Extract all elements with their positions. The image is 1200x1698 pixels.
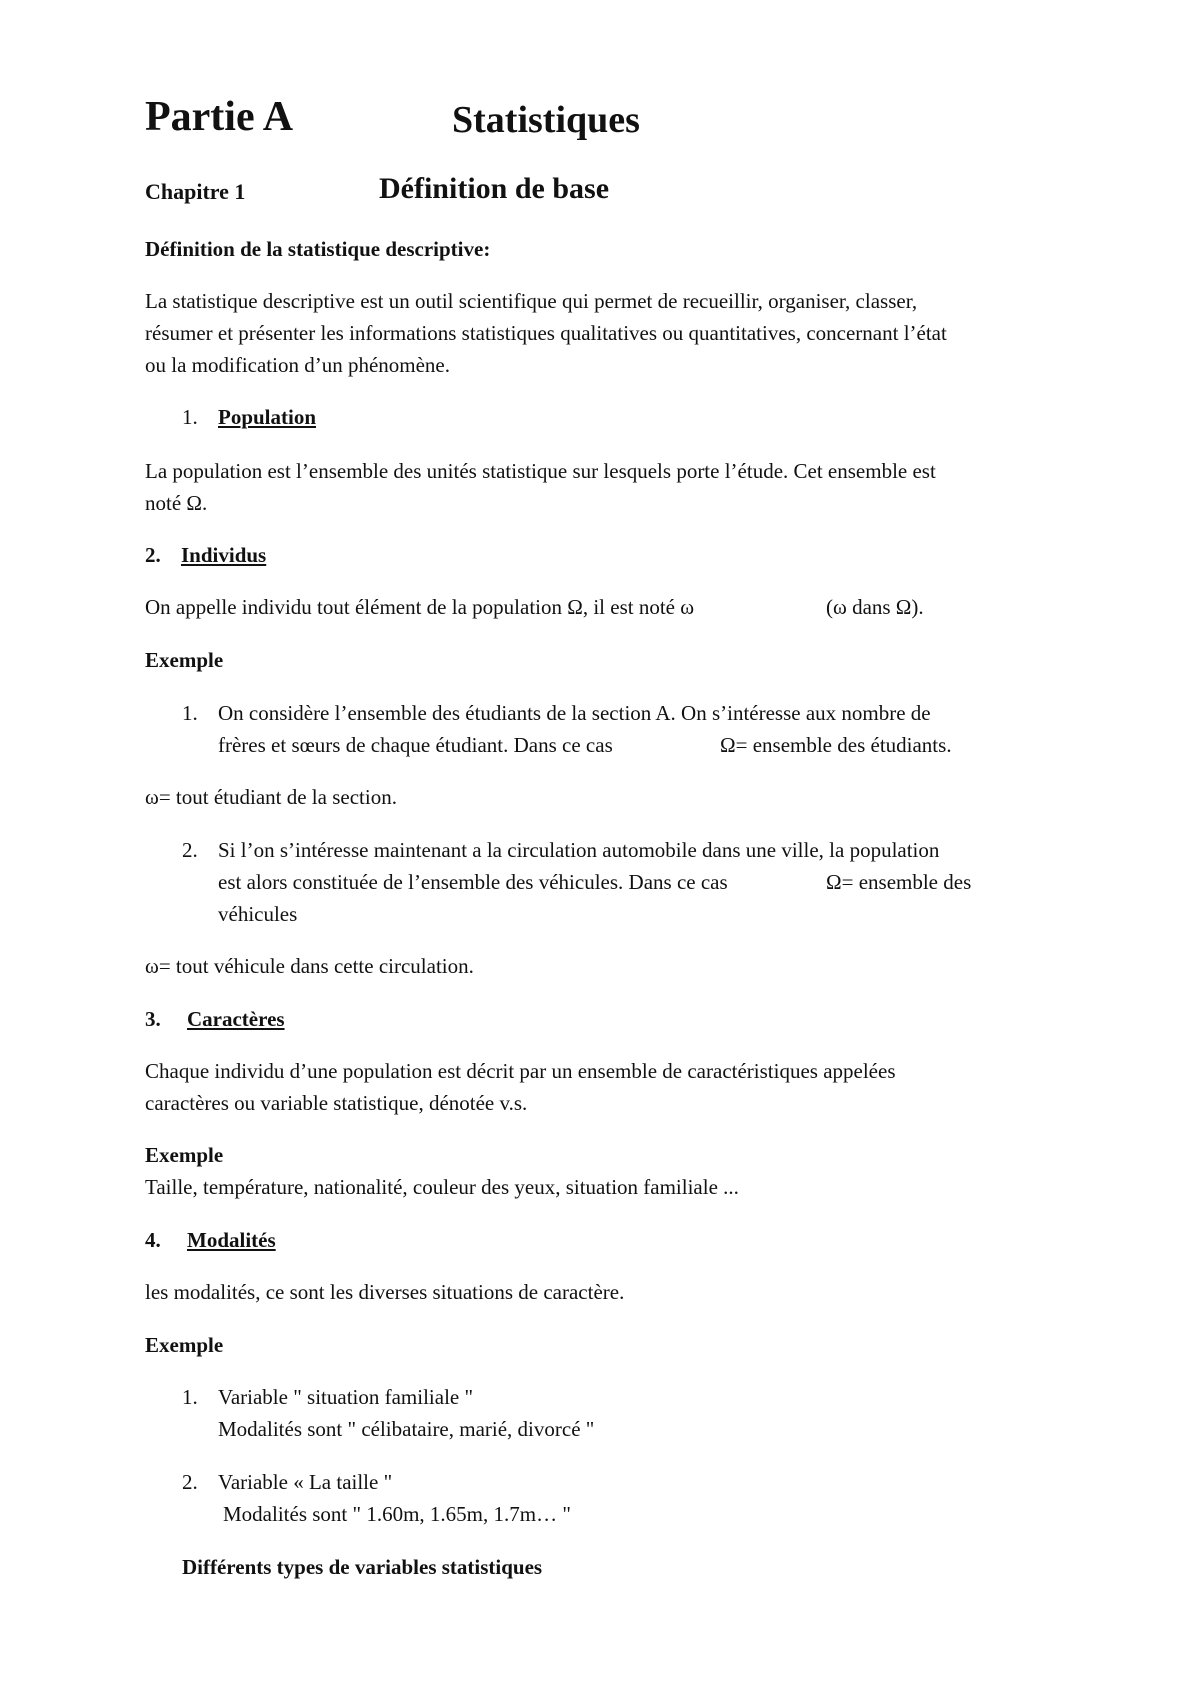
part-label: Partie A xyxy=(145,94,294,140)
chapter-title: Définition de base xyxy=(379,172,610,205)
list-item-text: Ω= ensemble des étudiants. xyxy=(720,733,952,757)
individus-number: 2. xyxy=(145,543,161,567)
caracteres-line: Chaque individu d’une population est décrit par un ensemble de caractéristiques appelées xyxy=(145,1059,896,1083)
definition-line: résumer et présenter les informations statistiques qualitatives ou quantitatives, concernant l’état xyxy=(145,321,947,345)
list-item-text: Modalités sont " célibataire, marié, divorcé " xyxy=(218,1417,595,1441)
population-line: noté Ω. xyxy=(145,491,208,515)
individus-line: On appelle individu tout élément de la population Ω, il est noté ω xyxy=(145,595,695,619)
omega-line: ω= tout véhicule dans cette circulation. xyxy=(145,954,474,978)
list-item-text: Si l’on s’intéresse maintenant a la circulation automobile dans une ville, la population xyxy=(218,838,940,862)
list-item-number: 2. xyxy=(182,1470,198,1494)
population-heading: Population xyxy=(218,405,317,429)
definition-line: La statistique descriptive est un outil scientifique qui permet de recueillir, organiser, classer, xyxy=(145,289,918,313)
list-item-text: Variable « La taille " xyxy=(218,1470,393,1494)
types-heading: Différents types de variables statistiques xyxy=(182,1555,543,1579)
individus-line-omega: (ω dans Ω). xyxy=(826,595,924,619)
example-label: Exemple xyxy=(145,1143,224,1167)
chapter-label: Chapitre 1 xyxy=(145,179,246,204)
modalites-number: 4. xyxy=(145,1228,161,1252)
list-item-number: 2. xyxy=(182,838,198,862)
list-item-text: véhicules xyxy=(218,902,298,926)
list-item-text: est alors constituée de l’ensemble des véhicules. Dans ce cas xyxy=(218,870,728,894)
definition-heading: Définition de la statistique descriptive: xyxy=(145,237,491,261)
population-line: La population est l’ensemble des unités statistique sur lesquels porte l’étude. Cet ensemble est xyxy=(145,459,936,483)
list-item-number: 1. xyxy=(182,701,198,725)
list-item-text: Ω= ensemble des xyxy=(826,870,972,894)
definition-line: ou la modification d’un phénomène. xyxy=(145,353,451,377)
list-item-text: On considère l’ensemble des étudiants de la section A. On s’intéresse aux nombre de xyxy=(218,701,931,725)
modalites-heading: Modalités xyxy=(187,1228,276,1252)
individus-heading: Individus xyxy=(181,543,267,567)
example-text: Taille, température, nationalité, couleur des yeux, situation familiale ... xyxy=(145,1175,739,1199)
list-item-number: 1. xyxy=(182,1385,198,1409)
caracteres-line: caractères ou variable statistique, dénotée v.s. xyxy=(145,1091,528,1115)
list-item-text: frères et sœurs de chaque étudiant. Dans ce cas xyxy=(218,733,613,757)
omega-line: ω= tout étudiant de la section. xyxy=(145,785,397,809)
population-number: 1. xyxy=(182,405,198,429)
list-item-text: Modalités sont " 1.60m, 1.65m, 1.7m… " xyxy=(223,1502,571,1526)
list-item-text: Variable " situation familiale " xyxy=(218,1385,474,1409)
part-title: Statistiques xyxy=(452,99,640,141)
example-label: Exemple xyxy=(145,648,224,672)
caracteres-number: 3. xyxy=(145,1007,161,1031)
example-label: Exemple xyxy=(145,1333,224,1357)
modalites-line: les modalités, ce sont les diverses situations de caractère. xyxy=(145,1280,625,1304)
caracteres-heading: Caractères xyxy=(187,1007,285,1031)
